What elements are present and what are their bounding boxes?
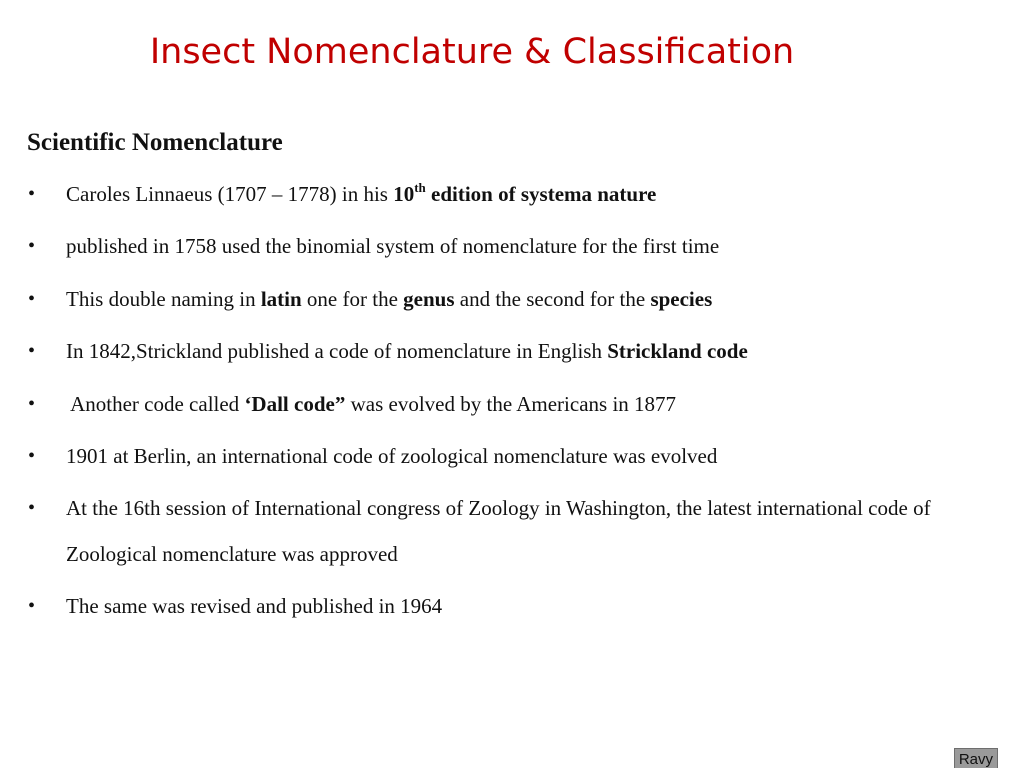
bullet-dot-icon: • [28, 183, 36, 205]
text-run: Caroles Linnaeus (1707 – 1778) in his [66, 182, 394, 206]
bullet-item [28, 328, 964, 374]
text-run: one for the [301, 287, 404, 311]
bullet-text [66, 171, 964, 217]
text-run: The same was revised and published in 1964 [66, 594, 443, 618]
text-run: was evolved by the Americans in 1877 [345, 392, 677, 416]
bold-run: species [650, 287, 713, 311]
text-run: This double naming in [66, 287, 261, 311]
bold-run: latin [260, 287, 302, 311]
bullet-dot-icon: • [28, 497, 36, 519]
bullet-item [28, 583, 964, 629]
bullet-dot-icon: • [28, 595, 36, 617]
bullet-item [28, 381, 964, 427]
bullet-dot-icon: • [28, 288, 36, 310]
bullet-dot-icon: • [28, 235, 36, 257]
text-run: In 1842,Strickland published a code of nomenclature in English [66, 339, 608, 363]
slide-title: Insect Nomenclature & Classification [149, 32, 795, 72]
bold-run: edition of systema nature [425, 182, 657, 206]
author-badge: Ravy [954, 748, 998, 768]
superscript-run: th [414, 180, 426, 195]
text-run: and the second for the [454, 287, 651, 311]
text-run: published in 1758 used the binomial system of nomenclature for the first time [66, 234, 720, 258]
bold-run: ‘Dall code” [244, 392, 346, 416]
bullet-text [66, 328, 964, 374]
bold-run: genus [403, 287, 455, 311]
bullet-item [28, 223, 964, 269]
bullet-text [66, 485, 964, 577]
bullet-text [66, 381, 964, 427]
bullet-text [66, 276, 964, 322]
text-run: 1901 at Berlin, an international code of zoological nomenclature was evolved [66, 444, 718, 468]
text-run: Another code called [66, 392, 245, 416]
text-run: At the 16th session of International congress of Zoology in Washington, the latest international code of Zoological nomenclature was approved [66, 496, 931, 566]
bullet-item [28, 171, 964, 217]
bullet-item [28, 433, 964, 479]
bullet-item [28, 485, 964, 577]
bullet-text [66, 583, 964, 629]
bullet-dot-icon: • [28, 340, 36, 362]
bold-run: 10 [393, 182, 415, 206]
bullet-item [28, 276, 964, 322]
section-heading: Scientific Nomenclature [27, 129, 283, 156]
bullet-dot-icon: • [28, 393, 36, 415]
bullet-dot-icon: • [28, 445, 36, 467]
bullet-text [66, 433, 964, 479]
bold-run: Strickland code [607, 339, 748, 363]
bullet-text [66, 223, 964, 269]
